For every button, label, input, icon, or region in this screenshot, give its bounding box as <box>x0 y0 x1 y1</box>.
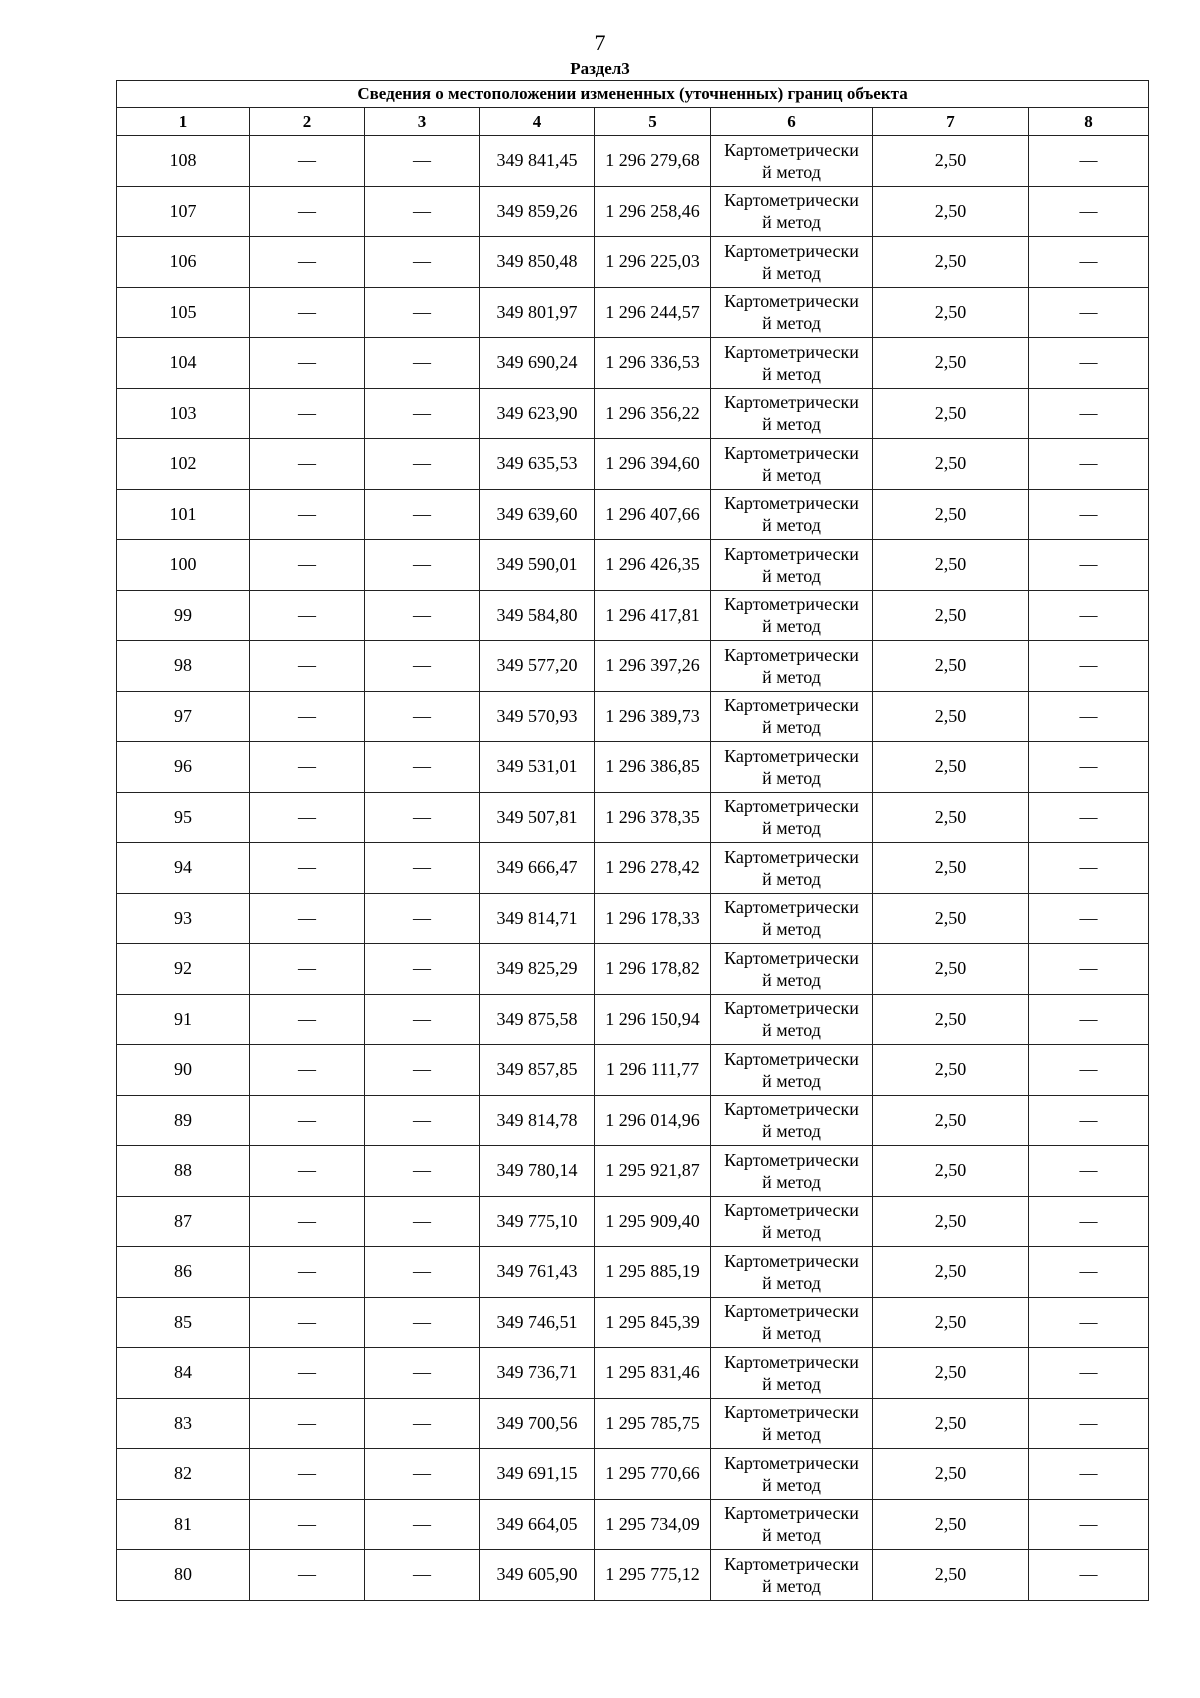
col2-cell: — <box>250 338 365 389</box>
method-cell: Картометрически й метод <box>711 1449 873 1500</box>
point-number-cell: 94 <box>117 843 250 894</box>
col8-cell: — <box>1029 388 1149 439</box>
col3-cell: — <box>365 893 480 944</box>
point-number-cell: 90 <box>117 1045 250 1096</box>
method-cell: Картометрически й метод <box>711 1348 873 1399</box>
method-cell: Картометрически й метод <box>711 1196 873 1247</box>
table-row <box>117 1247 1149 1298</box>
col3-cell: — <box>365 1247 480 1298</box>
table-row <box>117 1146 1149 1197</box>
x-coordinate-cell: 349 700,56 <box>480 1398 595 1449</box>
col2-cell: — <box>250 540 365 591</box>
y-coordinate-cell: 1 296 407,66 <box>595 489 711 540</box>
method-cell: Картометрически й метод <box>711 237 873 288</box>
col8-cell: — <box>1029 843 1149 894</box>
col8-cell: — <box>1029 1499 1149 1550</box>
x-coordinate-cell: 349 584,80 <box>480 590 595 641</box>
y-coordinate-cell: 1 296 389,73 <box>595 691 711 742</box>
table-row <box>117 186 1149 237</box>
y-coordinate-cell: 1 296 356,22 <box>595 388 711 439</box>
table-row <box>117 489 1149 540</box>
x-coordinate-cell: 349 623,90 <box>480 388 595 439</box>
method-cell: Картометрически й метод <box>711 893 873 944</box>
col2-cell: — <box>250 287 365 338</box>
point-number-cell: 97 <box>117 691 250 742</box>
col8-cell: — <box>1029 1045 1149 1096</box>
table-caption: Сведения о местоположении измененных (уточненных) границ объекта <box>117 81 1149 108</box>
table-row <box>117 540 1149 591</box>
y-coordinate-cell: 1 295 921,87 <box>595 1146 711 1197</box>
accuracy-cell: 2,50 <box>873 843 1029 894</box>
accuracy-cell: 2,50 <box>873 237 1029 288</box>
point-number-cell: 91 <box>117 994 250 1045</box>
col8-cell: — <box>1029 287 1149 338</box>
x-coordinate-cell: 349 664,05 <box>480 1499 595 1550</box>
col2-cell: — <box>250 186 365 237</box>
point-number-cell: 93 <box>117 893 250 944</box>
y-coordinate-cell: 1 296 417,81 <box>595 590 711 641</box>
col3-cell: — <box>365 1348 480 1399</box>
col3-cell: — <box>365 338 480 389</box>
y-coordinate-cell: 1 296 178,82 <box>595 944 711 995</box>
column-number: 5 <box>595 108 711 136</box>
y-coordinate-cell: 1 295 734,09 <box>595 1499 711 1550</box>
col3-cell: — <box>365 489 480 540</box>
x-coordinate-cell: 349 761,43 <box>480 1247 595 1298</box>
y-coordinate-cell: 1 296 178,33 <box>595 893 711 944</box>
x-coordinate-cell: 349 875,58 <box>480 994 595 1045</box>
point-number-cell: 85 <box>117 1297 250 1348</box>
accuracy-cell: 2,50 <box>873 287 1029 338</box>
col3-cell: — <box>365 1550 480 1601</box>
accuracy-cell: 2,50 <box>873 136 1029 187</box>
x-coordinate-cell: 349 590,01 <box>480 540 595 591</box>
y-coordinate-cell: 1 296 244,57 <box>595 287 711 338</box>
col3-cell: — <box>365 186 480 237</box>
accuracy-cell: 2,50 <box>873 388 1029 439</box>
col2-cell: — <box>250 691 365 742</box>
table-row <box>117 1045 1149 1096</box>
col8-cell: — <box>1029 994 1149 1045</box>
x-coordinate-cell: 349 531,01 <box>480 742 595 793</box>
x-coordinate-cell: 349 577,20 <box>480 641 595 692</box>
col2-cell: — <box>250 136 365 187</box>
point-number-cell: 98 <box>117 641 250 692</box>
point-number-cell: 108 <box>117 136 250 187</box>
accuracy-cell: 2,50 <box>873 1247 1029 1298</box>
section-title: Раздел3 <box>570 59 630 78</box>
accuracy-cell: 2,50 <box>873 1449 1029 1500</box>
col8-cell: — <box>1029 1095 1149 1146</box>
x-coordinate-cell: 349 691,15 <box>480 1449 595 1500</box>
accuracy-cell: 2,50 <box>873 1550 1029 1601</box>
x-coordinate-cell: 349 857,85 <box>480 1045 595 1096</box>
table-row <box>117 1449 1149 1500</box>
y-coordinate-cell: 1 296 111,77 <box>595 1045 711 1096</box>
col8-cell: — <box>1029 944 1149 995</box>
col2-cell: — <box>250 893 365 944</box>
col2-cell: — <box>250 590 365 641</box>
column-number: 8 <box>1029 108 1149 136</box>
col3-cell: — <box>365 1499 480 1550</box>
y-coordinate-cell: 1 296 258,46 <box>595 186 711 237</box>
table-row <box>117 843 1149 894</box>
col3-cell: — <box>365 691 480 742</box>
column-number: 7 <box>873 108 1029 136</box>
table-row <box>117 691 1149 742</box>
y-coordinate-cell: 1 296 397,26 <box>595 641 711 692</box>
table-row <box>117 237 1149 288</box>
table-row <box>117 1095 1149 1146</box>
col3-cell: — <box>365 1398 480 1449</box>
table-row <box>117 590 1149 641</box>
col2-cell: — <box>250 792 365 843</box>
col3-cell: — <box>365 237 480 288</box>
point-number-cell: 81 <box>117 1499 250 1550</box>
col3-cell: — <box>365 994 480 1045</box>
point-number-cell: 100 <box>117 540 250 591</box>
point-number-cell: 84 <box>117 1348 250 1399</box>
col2-cell: — <box>250 1196 365 1247</box>
table-row <box>117 742 1149 793</box>
col2-cell: — <box>250 843 365 894</box>
x-coordinate-cell: 349 690,24 <box>480 338 595 389</box>
col8-cell: — <box>1029 439 1149 490</box>
x-coordinate-cell: 349 859,26 <box>480 186 595 237</box>
y-coordinate-cell: 1 295 785,75 <box>595 1398 711 1449</box>
column-number-row <box>117 108 1149 136</box>
method-cell: Картометрически й метод <box>711 1045 873 1096</box>
col3-cell: — <box>365 843 480 894</box>
col3-cell: — <box>365 439 480 490</box>
accuracy-cell: 2,50 <box>873 1297 1029 1348</box>
point-number-cell: 103 <box>117 388 250 439</box>
method-cell: Картометрически й метод <box>711 439 873 490</box>
accuracy-cell: 2,50 <box>873 489 1029 540</box>
y-coordinate-cell: 1 296 279,68 <box>595 136 711 187</box>
accuracy-cell: 2,50 <box>873 691 1029 742</box>
x-coordinate-cell: 349 666,47 <box>480 843 595 894</box>
col3-cell: — <box>365 388 480 439</box>
accuracy-cell: 2,50 <box>873 439 1029 490</box>
table-row <box>117 792 1149 843</box>
method-cell: Картометрически й метод <box>711 792 873 843</box>
col3-cell: — <box>365 792 480 843</box>
accuracy-cell: 2,50 <box>873 1499 1029 1550</box>
column-number: 1 <box>117 108 250 136</box>
column-number: 3 <box>365 108 480 136</box>
table-caption-row <box>117 81 1149 108</box>
col2-cell: — <box>250 994 365 1045</box>
col3-cell: — <box>365 136 480 187</box>
page-number: 7 <box>594 30 606 55</box>
x-coordinate-cell: 349 605,90 <box>480 1550 595 1601</box>
col8-cell: — <box>1029 1146 1149 1197</box>
col8-cell: — <box>1029 1449 1149 1500</box>
col3-cell: — <box>365 742 480 793</box>
accuracy-cell: 2,50 <box>873 338 1029 389</box>
method-cell: Картометрически й метод <box>711 1398 873 1449</box>
accuracy-cell: 2,50 <box>873 1348 1029 1399</box>
point-number-cell: 105 <box>117 287 250 338</box>
accuracy-cell: 2,50 <box>873 742 1029 793</box>
method-cell: Картометрически й метод <box>711 944 873 995</box>
accuracy-cell: 2,50 <box>873 893 1029 944</box>
table-row <box>117 1348 1149 1399</box>
method-cell: Картометрически й метод <box>711 186 873 237</box>
point-number-cell: 106 <box>117 237 250 288</box>
col2-cell: — <box>250 1146 365 1197</box>
point-number-cell: 107 <box>117 186 250 237</box>
col3-cell: — <box>365 1146 480 1197</box>
x-coordinate-cell: 349 746,51 <box>480 1297 595 1348</box>
accuracy-cell: 2,50 <box>873 944 1029 995</box>
col3-cell: — <box>365 287 480 338</box>
col8-cell: — <box>1029 1196 1149 1247</box>
y-coordinate-cell: 1 296 426,35 <box>595 540 711 591</box>
y-coordinate-cell: 1 296 378,35 <box>595 792 711 843</box>
table-row <box>117 1297 1149 1348</box>
accuracy-cell: 2,50 <box>873 994 1029 1045</box>
col8-cell: — <box>1029 540 1149 591</box>
col2-cell: — <box>250 1297 365 1348</box>
col3-cell: — <box>365 1449 480 1500</box>
x-coordinate-cell: 349 825,29 <box>480 944 595 995</box>
x-coordinate-cell: 349 635,53 <box>480 439 595 490</box>
method-cell: Картометрически й метод <box>711 489 873 540</box>
method-cell: Картометрически й метод <box>711 641 873 692</box>
table-row <box>117 1550 1149 1601</box>
x-coordinate-cell: 349 814,78 <box>480 1095 595 1146</box>
col8-cell: — <box>1029 186 1149 237</box>
table-row <box>117 439 1149 490</box>
col8-cell: — <box>1029 489 1149 540</box>
method-cell: Картометрически й метод <box>711 287 873 338</box>
accuracy-cell: 2,50 <box>873 1045 1029 1096</box>
y-coordinate-cell: 1 295 845,39 <box>595 1297 711 1348</box>
table-row <box>117 287 1149 338</box>
x-coordinate-cell: 349 801,97 <box>480 287 595 338</box>
y-coordinate-cell: 1 296 014,96 <box>595 1095 711 1146</box>
point-number-cell: 101 <box>117 489 250 540</box>
accuracy-cell: 2,50 <box>873 186 1029 237</box>
table-row <box>117 1196 1149 1247</box>
point-number-cell: 83 <box>117 1398 250 1449</box>
point-number-cell: 89 <box>117 1095 250 1146</box>
col2-cell: — <box>250 237 365 288</box>
table-row <box>117 136 1149 187</box>
accuracy-cell: 2,50 <box>873 1146 1029 1197</box>
point-number-cell: 104 <box>117 338 250 389</box>
accuracy-cell: 2,50 <box>873 1095 1029 1146</box>
accuracy-cell: 2,50 <box>873 590 1029 641</box>
col2-cell: — <box>250 641 365 692</box>
accuracy-cell: 2,50 <box>873 1398 1029 1449</box>
x-coordinate-cell: 349 736,71 <box>480 1348 595 1399</box>
point-number-cell: 82 <box>117 1449 250 1500</box>
point-number-cell: 92 <box>117 944 250 995</box>
table-row <box>117 641 1149 692</box>
point-number-cell: 96 <box>117 742 250 793</box>
col2-cell: — <box>250 489 365 540</box>
table-row <box>117 388 1149 439</box>
col8-cell: — <box>1029 1348 1149 1399</box>
col8-cell: — <box>1029 136 1149 187</box>
point-number-cell: 86 <box>117 1247 250 1298</box>
point-number-cell: 87 <box>117 1196 250 1247</box>
col8-cell: — <box>1029 641 1149 692</box>
column-number: 2 <box>250 108 365 136</box>
col2-cell: — <box>250 1247 365 1298</box>
col8-cell: — <box>1029 1297 1149 1348</box>
column-number: 6 <box>711 108 873 136</box>
col8-cell: — <box>1029 590 1149 641</box>
x-coordinate-cell: 349 780,14 <box>480 1146 595 1197</box>
col3-cell: — <box>365 944 480 995</box>
y-coordinate-cell: 1 295 909,40 <box>595 1196 711 1247</box>
method-cell: Картометрически й метод <box>711 1297 873 1348</box>
col8-cell: — <box>1029 893 1149 944</box>
col2-cell: — <box>250 1449 365 1500</box>
col3-cell: — <box>365 1045 480 1096</box>
point-number-cell: 95 <box>117 792 250 843</box>
col8-cell: — <box>1029 1247 1149 1298</box>
table-row <box>117 1499 1149 1550</box>
x-coordinate-cell: 349 814,71 <box>480 893 595 944</box>
col8-cell: — <box>1029 742 1149 793</box>
y-coordinate-cell: 1 295 770,66 <box>595 1449 711 1500</box>
method-cell: Картометрически й метод <box>711 691 873 742</box>
y-coordinate-cell: 1 296 336,53 <box>595 338 711 389</box>
table-row <box>117 893 1149 944</box>
col2-cell: — <box>250 1398 365 1449</box>
x-coordinate-cell: 349 570,93 <box>480 691 595 742</box>
y-coordinate-cell: 1 295 885,19 <box>595 1247 711 1298</box>
method-cell: Картометрически й метод <box>711 742 873 793</box>
method-cell: Картометрически й метод <box>711 1550 873 1601</box>
method-cell: Картометрически й метод <box>711 590 873 641</box>
col2-cell: — <box>250 439 365 490</box>
x-coordinate-cell: 349 850,48 <box>480 237 595 288</box>
accuracy-cell: 2,50 <box>873 1196 1029 1247</box>
col3-cell: — <box>365 641 480 692</box>
column-number: 4 <box>480 108 595 136</box>
method-cell: Картометрически й метод <box>711 994 873 1045</box>
x-coordinate-cell: 349 507,81 <box>480 792 595 843</box>
x-coordinate-cell: 349 775,10 <box>480 1196 595 1247</box>
y-coordinate-cell: 1 296 278,42 <box>595 843 711 894</box>
col8-cell: — <box>1029 1398 1149 1449</box>
col2-cell: — <box>250 388 365 439</box>
col2-cell: — <box>250 1045 365 1096</box>
col3-cell: — <box>365 590 480 641</box>
method-cell: Картометрически й метод <box>711 843 873 894</box>
col2-cell: — <box>250 944 365 995</box>
col3-cell: — <box>365 540 480 591</box>
col8-cell: — <box>1029 792 1149 843</box>
col2-cell: — <box>250 1095 365 1146</box>
table-row <box>117 1398 1149 1449</box>
method-cell: Картометрически й метод <box>711 1146 873 1197</box>
method-cell: Картометрически й метод <box>711 1499 873 1550</box>
y-coordinate-cell: 1 296 150,94 <box>595 994 711 1045</box>
table-row <box>117 994 1149 1045</box>
method-cell: Картометрически й метод <box>711 388 873 439</box>
accuracy-cell: 2,50 <box>873 641 1029 692</box>
col3-cell: — <box>365 1196 480 1247</box>
col8-cell: — <box>1029 338 1149 389</box>
method-cell: Картометрически й метод <box>711 1247 873 1298</box>
x-coordinate-cell: 349 639,60 <box>480 489 595 540</box>
y-coordinate-cell: 1 296 386,85 <box>595 742 711 793</box>
col3-cell: — <box>365 1095 480 1146</box>
table-row <box>117 338 1149 389</box>
y-coordinate-cell: 1 296 394,60 <box>595 439 711 490</box>
x-coordinate-cell: 349 841,45 <box>480 136 595 187</box>
col2-cell: — <box>250 1348 365 1399</box>
table-body <box>117 136 1149 1601</box>
col3-cell: — <box>365 1297 480 1348</box>
accuracy-cell: 2,50 <box>873 540 1029 591</box>
point-number-cell: 99 <box>117 590 250 641</box>
col8-cell: — <box>1029 691 1149 742</box>
accuracy-cell: 2,50 <box>873 792 1029 843</box>
col8-cell: — <box>1029 237 1149 288</box>
boundary-table <box>116 80 1149 1601</box>
point-number-cell: 88 <box>117 1146 250 1197</box>
point-number-cell: 102 <box>117 439 250 490</box>
col2-cell: — <box>250 742 365 793</box>
col8-cell: — <box>1029 1550 1149 1601</box>
method-cell: Картометрически й метод <box>711 136 873 187</box>
col2-cell: — <box>250 1550 365 1601</box>
method-cell: Картометрически й метод <box>711 540 873 591</box>
table-row <box>117 944 1149 995</box>
point-number-cell: 80 <box>117 1550 250 1601</box>
y-coordinate-cell: 1 296 225,03 <box>595 237 711 288</box>
y-coordinate-cell: 1 295 775,12 <box>595 1550 711 1601</box>
method-cell: Картометрически й метод <box>711 1095 873 1146</box>
method-cell: Картометрически й метод <box>711 338 873 389</box>
y-coordinate-cell: 1 295 831,46 <box>595 1348 711 1399</box>
col2-cell: — <box>250 1499 365 1550</box>
